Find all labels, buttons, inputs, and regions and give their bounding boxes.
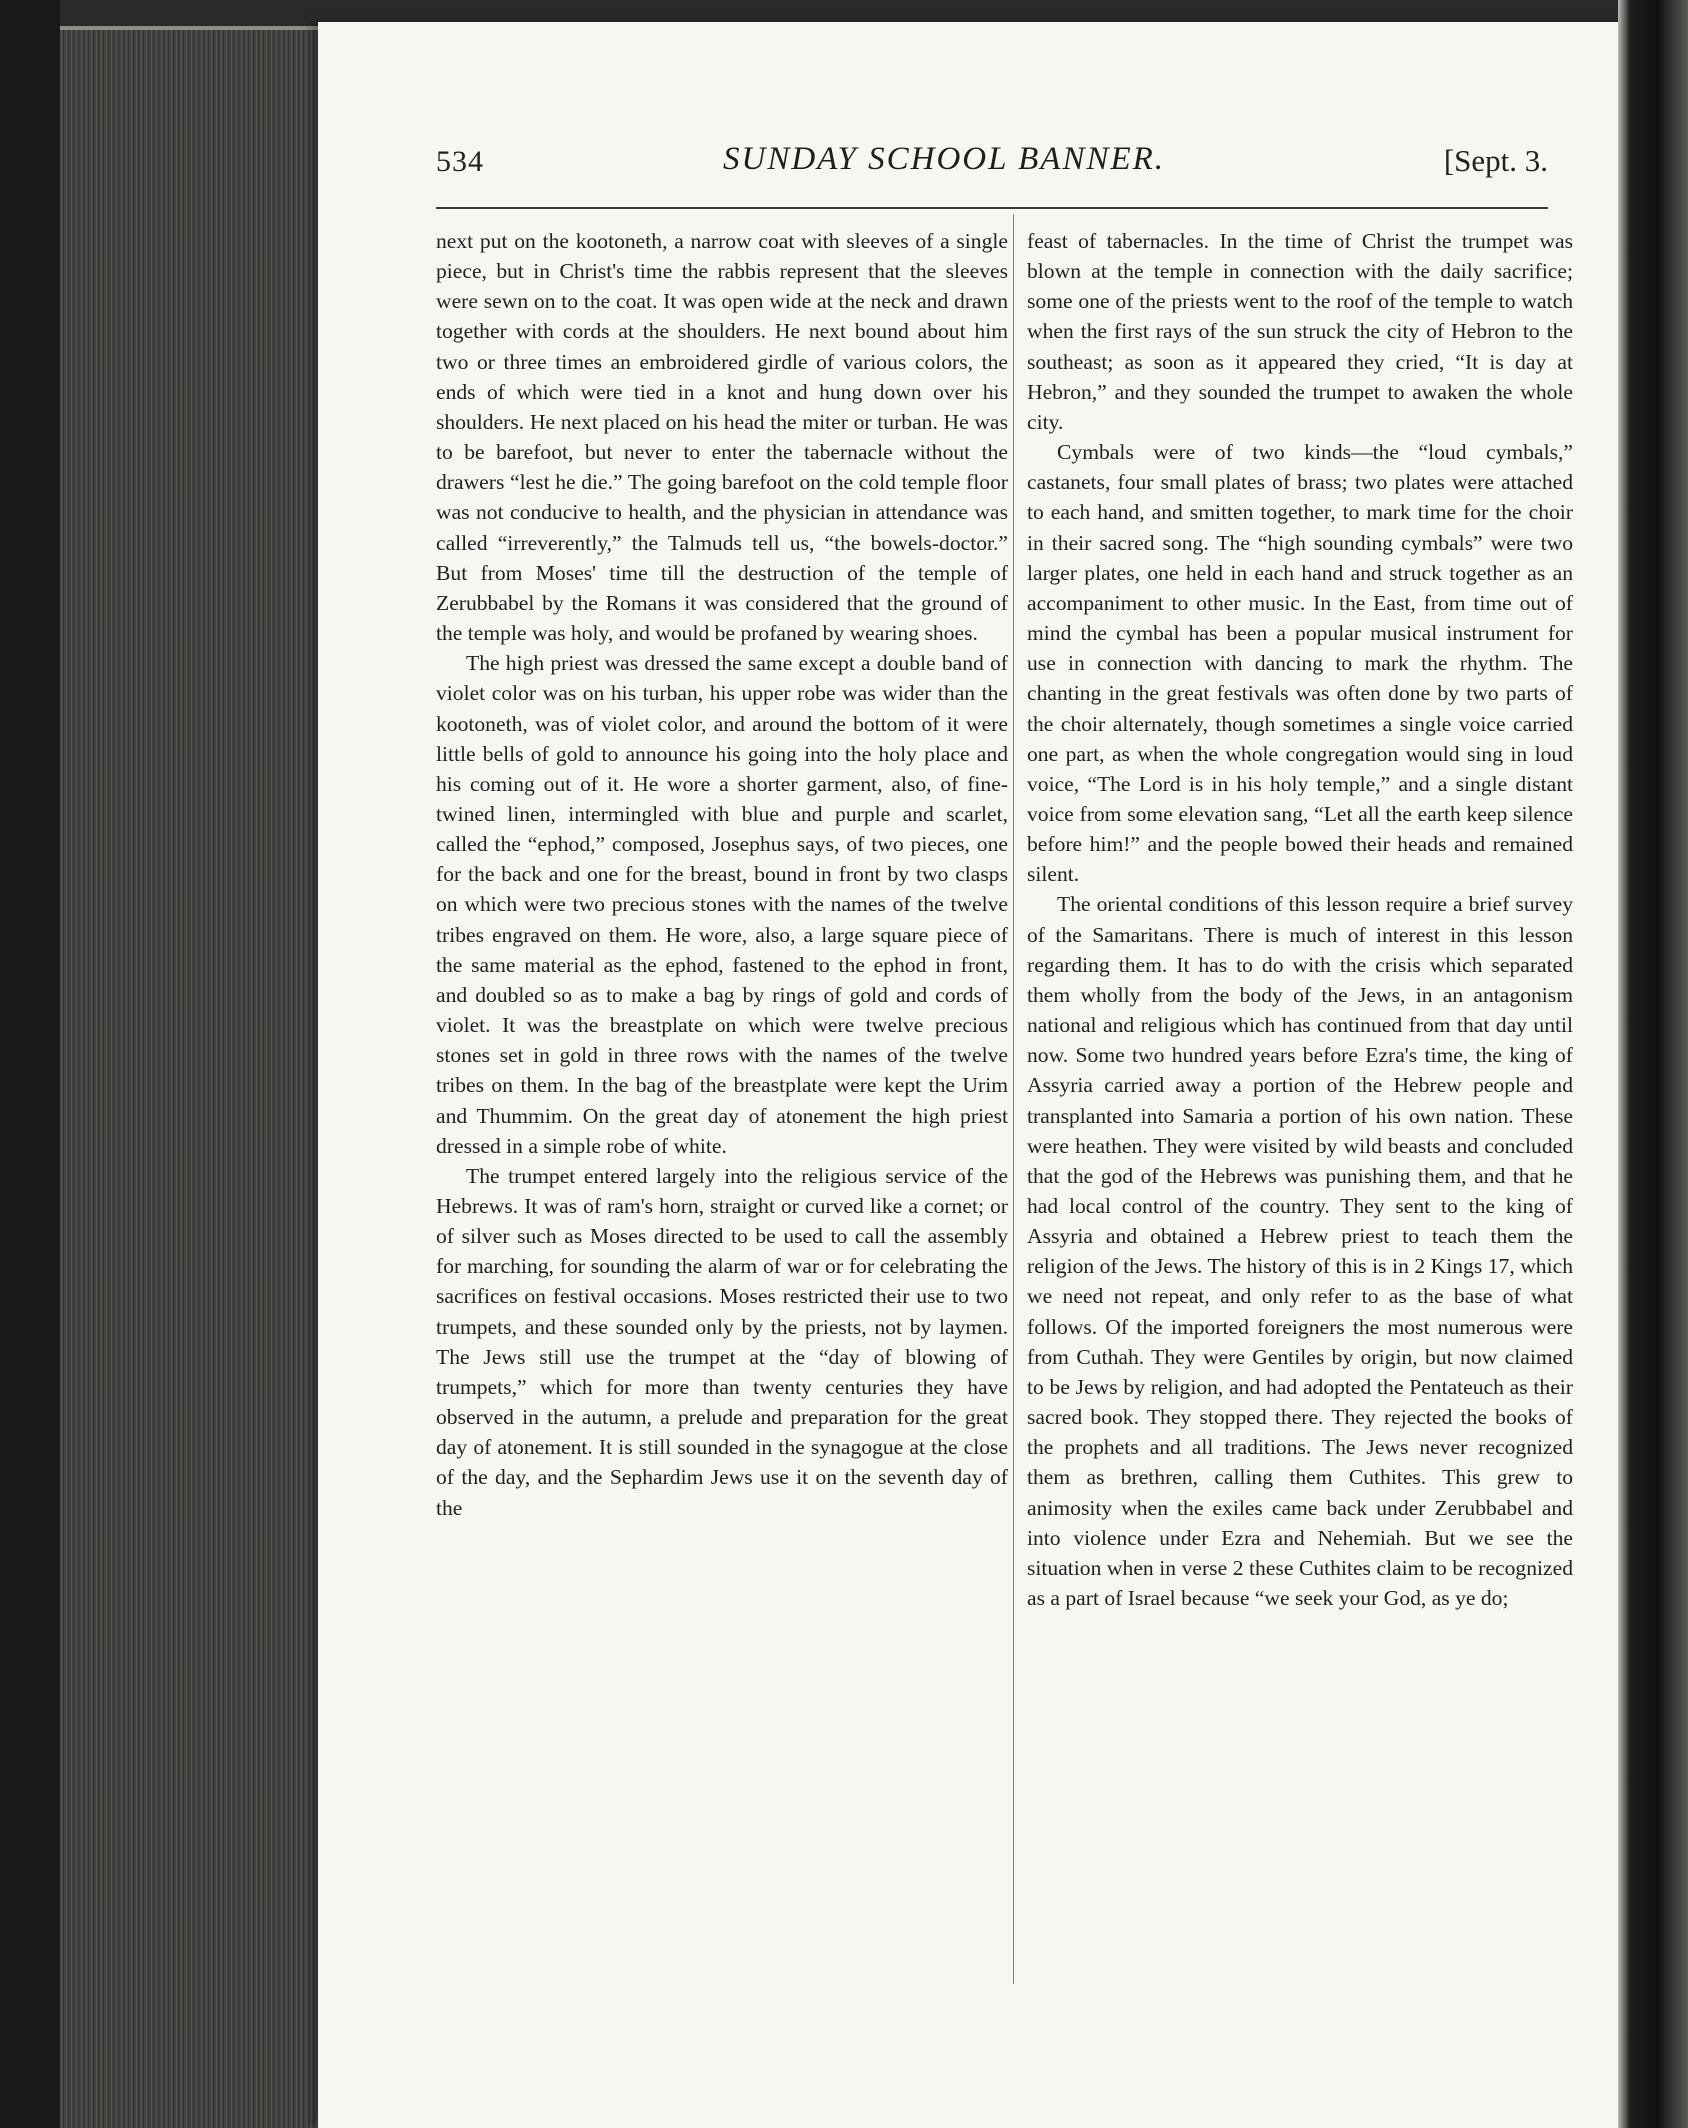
paragraph: next put on the kootoneth, a narrow coat with sleeves of a single piece, but in Christ's time the rabbis represent that the sleeves were sewn on to the coat. It was open wide at the neck and drawn together with cords at the shoulders. He next bound about him two or three times an embroidered girdle of various colors, the ends of which were tied in a knot and hung down over his shoulders. He next placed on his head the miter or turban. He was to be barefoot, but never to enter the tabernacle without the drawers “lest he die.” The going barefoot on the cold temple floor was not conducive to health, and the physician in attendance was called “irreverently,” the Talmuds tell us, “the bowels-doctor.” But from Moses' time till the destruction of the temple of Zerubbabel by the Romans it was considered that the ground of the temple was holy, and would be profaned by wearing shoes. [436,229,1008,646]
right-column [1027,226,1573,1613]
paragraph: The high priest was dressed the same except a double band of violet color was on his turban, his upper robe was wider than the kootoneth, was of violet color, and around the bottom of it were little bells of gold to announce his going into the holy place and his coming out of it. He wore a shorter garment, also, of fine-twined linen, intermingled with blue and purple and scarlet, called the “ephod,” composed, Josephus says, of two pieces, one for the back and one for the breast, bound in front by two clasps on which were two precious stones with the names of the twelve tribes engraved on them. He wore, also, a large square piece of the same material as the ephod, fastened to the ephod in front, and doubled so as to make a bag by rings of gold and cords of violet. It was the breastplate on which were twelve precious stones set in gold in three rows with the names of the twelve tribes on them. In the bag of the breastplate were kept the Urim and Thummim. On the great day of atonement the high priest dressed in a simple robe of white. [436,651,1008,1158]
paragraph: Cymbals were of two kinds—the “loud cymbals,” castanets, four small plates of brass; two plates were attached to each hand, and smitten together, to mark time for the choir in their sacred song. The “high sounding cymbals” were two larger plates, one held in each hand and struck together as an accompaniment to other music. In the East, from time out of mind the cymbal has been a popular musical instrument for use in connection with dancing to mark the rhythm. The chanting in the great festivals was often done by two parts of the choir alternately, though sometimes a single voice carried one part, as when the whole congregation would sing in loud voice, “The Lord is in his holy temple,” and a single distant voice from some elevation sang, “Let all the earth keep silence before him!” and the people bowed their heads and remained silent. [1027,440,1573,887]
page-number: 534 [436,145,484,178]
book-binding [1618,0,1688,2128]
paragraph: The oriental conditions of this lesson require a brief survey of the Samaritans. There is much of interest in this lesson regarding them. It has to do with the crisis which separated them wholly from the body of the Jews, in an antagonism national and religious which has continued from that day until now. Some two hundred years before Ezra's time, the king of Assyria carried away a portion of the Hebrew people and transplanted into Samaria a portion of his own nation. These were heathen. They were visited by wild beasts and concluded that the god of the Hebrews was punishing them, and that he had local control of the country. They sent to the king of Assyria and obtained a Hebrew priest to teach them the religion of the Jews. The history of this is in 2 Kings 17, which we need not repeat, and only refer to as the base of what follows. Of the imported foreigners the most numerous were from Cuthah. They were Gentiles by origin, but now claimed to be Jews by religion, and had adopted the Pentateuch as their sacred book. They stopped there. They rejected the books of the prophets and all traditions. The Jews never recognized them as brethren, calling them Cuthites. This grew to animosity when the exiles came back under Zerubbabel and into violence under Ezra and Nehemiah. But we see the situation when in verse 2 these Cuthites claim to be recognized as a part of Israel because “we seek your God, as ye do; [1027,892,1573,1611]
book-cover-edge [0,0,60,2128]
column-divider [1013,214,1014,1984]
page-header [436,141,1548,195]
left-column [436,226,1008,1523]
paragraph: The trumpet entered largely into the religious service of the Hebrews. It was of ram's horn, straight or curved like a cornet; or of silver such as Moses directed to be used to call the assembly for marching, for sounding the alarm of war or for celebrating the sacrifices on festival occasions. Moses restricted their use to two trumpets, and these sounded only by the priests, not by laymen. The Jews still use the trumpet at the “day of blowing of trumpets,” which for more than twenty centuries they have observed in the autumn, a prelude and preparation for the great day of atonement. It is still sounded in the synagogue at the close of the day, and the Sephardim Jews use it on the seventh day of the [436,1163,1008,1520]
issue-date: [Sept. 3. [1443,143,1548,178]
running-title: SUNDAY SCHOOL BANNER. [723,141,1166,177]
paragraph: feast of tabernacles. In the time of Christ the trumpet was blown at the temple in connection with the daily sacrifice; some one of the priests went to the roof of the temple to watch when the first rays of the sun struck the city of Hebron to the southeast; as soon as it appeared they cried, “It is day at Hebron,” and they sounded the trumpet to awaken the whole city. [1027,229,1573,434]
header-rule [436,207,1548,209]
